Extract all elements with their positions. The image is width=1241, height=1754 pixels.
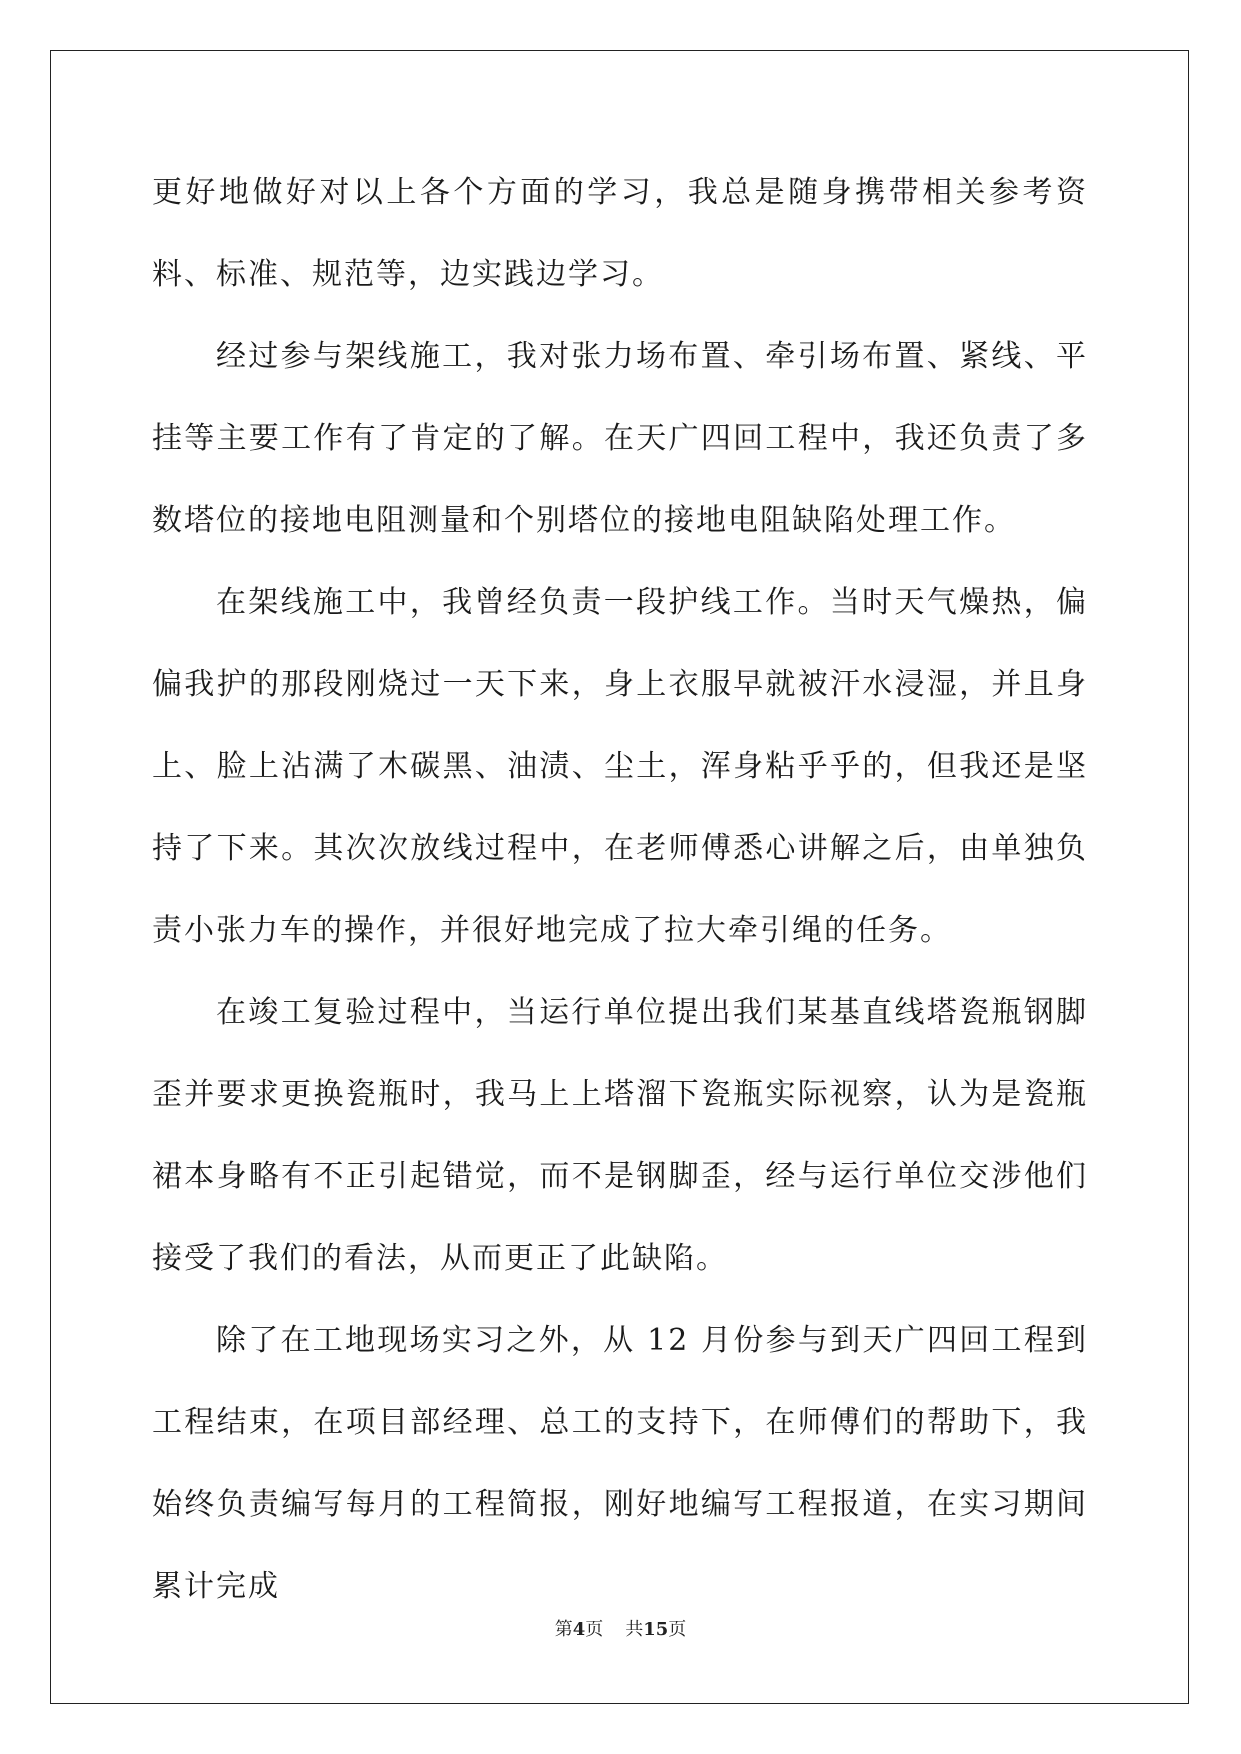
page-number: 4 [572,1619,586,1640]
paragraph: 经过参与架线施工，我对张力场布置、牵引场布置、紧线、平挂等主要工作有了肯定的了解。在天广四回工程中，我还负责了多数塔位的接地电阻测量和个别塔位的接地电阻缺陷处理工作。 [152,339,1088,538]
total-suffix: 页 [668,1619,687,1640]
paragraph: 更好地做好对以上各个方面的学习，我总是随身携带相关参考资料、标准、规范等，边实践边学习。 [152,175,1088,292]
total-pages: 15 [643,1619,669,1640]
total-prefix: 共 [625,1619,644,1640]
document-body [152,152,1088,1628]
page-prefix: 第 [554,1619,573,1640]
paragraph: 除了在工地现场实习之外，从 12 月份参与到天广四回工程到工程结束，在项目部经理、总工的支持下，在师傅们的帮助下，我始终负责编写每月的工程简报，刚好地编写工程报道，在实习期间累计完成 [152,1323,1088,1604]
page-suffix: 页 [585,1619,604,1640]
paragraph: 在架线施工中，我曾经负责一段护线工作。当时天气燥热，偏偏我护的那段刚烧过一天下来，身上衣服早就被汗水浸湿，并且身上、脸上沾满了木碳黑、油渍、尘土，浑身粘乎乎的，但我还是坚持了下来。其次次放线过程中，在老师傅悉心讲解之后，由单独负责小张力车的操作，并很好地完成了拉大牵引绳的任务。 [152,585,1088,948]
paragraph: 在竣工复验过程中，当运行单位提出我们某基直线塔瓷瓶钢脚歪并要求更换瓷瓶时，我马上上塔溜下瓷瓶实际视察，认为是瓷瓶裙本身略有不正引起错觉，而不是钢脚歪，经与运行单位交涉他们接受了我们的看法，从而更正了此缺陷。 [152,995,1088,1276]
page-footer [0,1618,1241,1642]
